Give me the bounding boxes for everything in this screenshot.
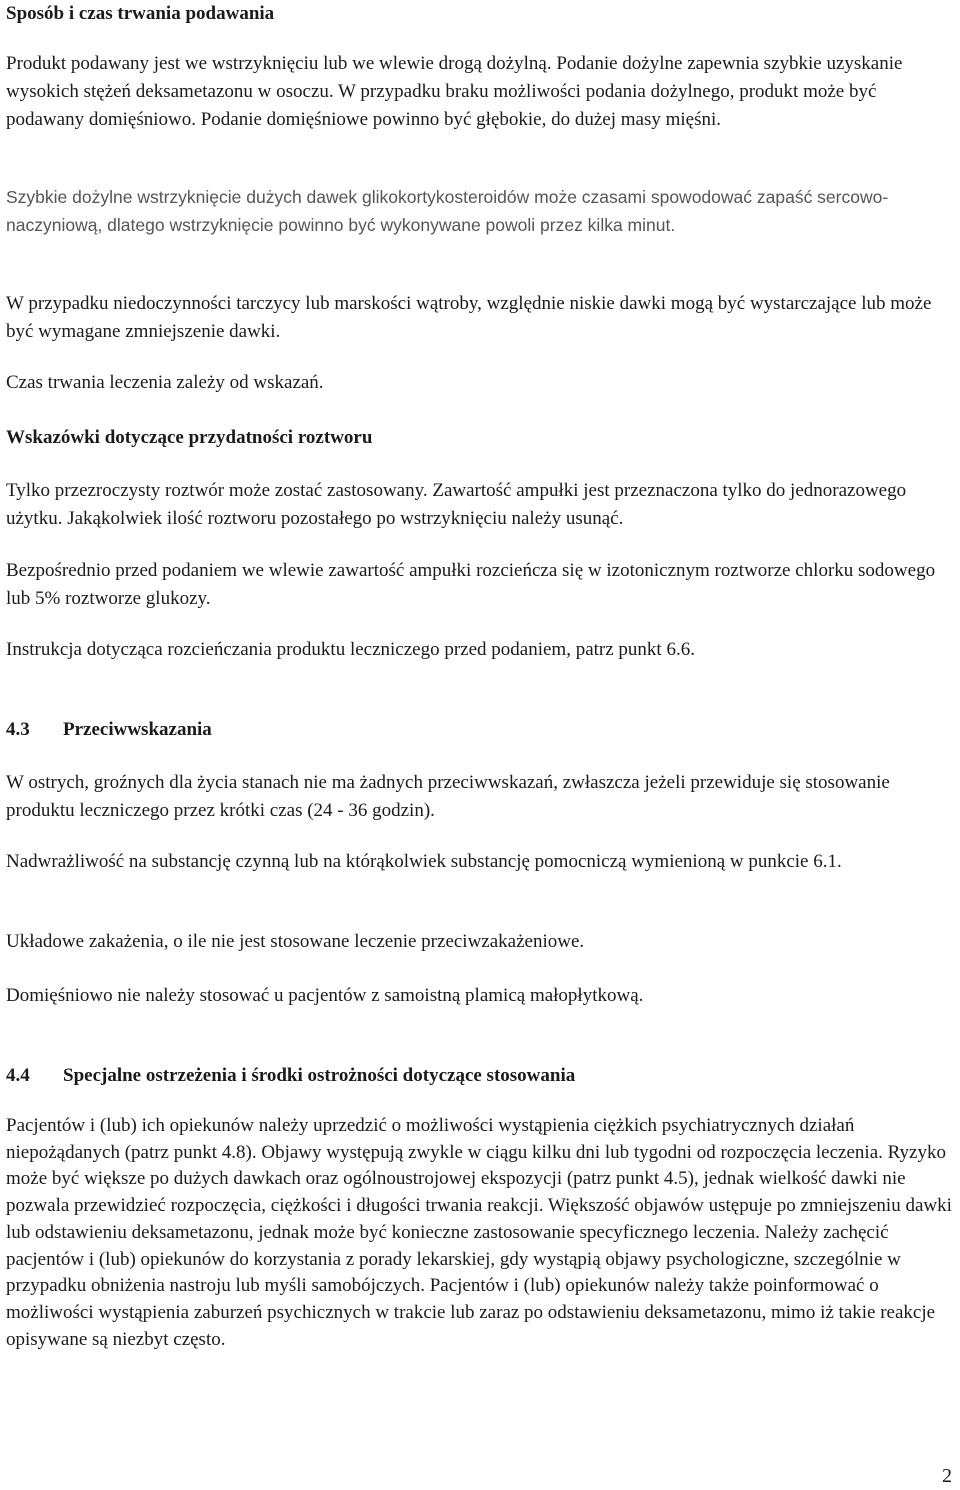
paragraph-contra-4: Domięśniowo nie należy stosować u pacjentów z samoistną plamicą małopłytkową. xyxy=(6,985,644,1006)
heading-4-4-title: Specjalne ostrzeżenia i środki ostrożności dotyczące stosowania xyxy=(63,1065,576,1086)
heading-4-4 xyxy=(6,1062,575,1090)
page-number: 2 xyxy=(942,1465,952,1487)
paragraph-contra-1: W ostrych, groźnych dla życia stanach nie ma żadnych przeciwwskazań, zwłaszcza jeżeli przewiduje się stosowanie produktu leczniczego przez krótki czas (24 - 36 godzin). xyxy=(6,772,890,821)
paragraph-usability-2: Bezpośrednio przed podaniem we wlewie zawartość ampułki rozcieńcza się w izotonicznym roztworze chlorku sodowego lub 5% roztworze glukozy. xyxy=(6,560,936,609)
section-title-method: Sposób i czas trwania podawania xyxy=(6,3,275,24)
paragraph-contra-3: Układowe zakażenia, o ile nie jest stosowane leczenie przeciwzakażeniowe. xyxy=(6,931,585,952)
paragraph-usability-3: Instrukcja dotycząca rozcieńczania produktu leczniczego przed podaniem, patrz punkt 6.6. xyxy=(6,639,695,660)
paragraph-method-2: Szybkie dożylne wstrzyknięcie dużych dawek glikokortykosteroidów może czasami spowodować zapaść sercowo-naczyniową, dlatego wstrzyknięcie powinno być wykonywane powoli przez kilka minut. xyxy=(6,187,889,235)
paragraph-method-3: W przypadku niedoczynności tarczycy lub marskości wątroby, względnie niskie dawki mogą być wystarczające lub może być wymagane zmniejszenie dawki. xyxy=(6,293,932,342)
section-title-usability: Wskazówki dotyczące przydatności roztworu xyxy=(6,427,373,448)
heading-4-3 xyxy=(6,716,212,744)
heading-4-4-number: 4.4 xyxy=(6,1065,30,1086)
paragraph-contra-2: Nadwrażliwość na substancję czynną lub na którąkolwiek substancję pomocniczą wymienioną w punkcie 6.1. xyxy=(6,851,842,872)
heading-4-3-title: Przeciwwskazania xyxy=(63,719,212,740)
paragraph-usability-1: Tylko przezroczysty roztwór może zostać zastosowany. Zawartość ampułki jest przeznaczona tylko do jednorazowego użytku. Jakąkolwiek ilość roztworu pozostałego po wstrzyknięciu należy usunąć. xyxy=(6,480,907,529)
paragraph-method-4: Czas trwania leczenia zależy od wskazań. xyxy=(6,372,324,393)
paragraph-method-1: Produkt podawany jest we wstrzyknięciu lub we wlewie drogą dożylną. Podanie dożylne zapewnia szybkie uzyskanie wysokich stężeń deksametazonu w osoczu. W przypadku braku możliwości podania dożylnego, produkt może być podawany domięśniowo. Podanie domięśniowe powinno być głębokie, do dużej masy mięśni. xyxy=(6,53,903,130)
paragraph-warnings-1: Pacjentów i (lub) ich opiekunów należy uprzedzić o możliwości wystąpienia ciężkich psychiatrycznych działań niepożądanych (patrz punkt 4.8). Objawy występują zwykle w ciągu kilku dni lub tygodni od rozpoczęcia leczenia. Ryzyko może być większe po dużych dawkach oraz ogólnoustrojowej ekspozycji (patrz punkt 4.5), jednak wielkość dawki nie pozwala przewidzieć rozpoczęcia, ciężkości i długości trwania reakcji. Większość objawów ustępuje po zmniejszeniu dawki lub odstawieniu deksametazonu, jednak może być konieczne zastosowanie specyficznego leczenia. Należy zachęcić pacjentów i (lub) opiekunów do korzystania z porady lekarskiej, gdy wystąpią objawy psychologiczne, szczególnie w przypadku obniżenia nastroju lub myśli samobójczych. Pacjentów i (lub) opiekunów należy także poinformować o możliwości wystąpienia zaburzeń psychicznych w trakcie lub zaraz po odstawieniu deksametazonu, mimo iż takie reakcje opisywane są niezbyt często. xyxy=(6,1115,952,1350)
heading-4-3-number: 4.3 xyxy=(6,719,30,740)
